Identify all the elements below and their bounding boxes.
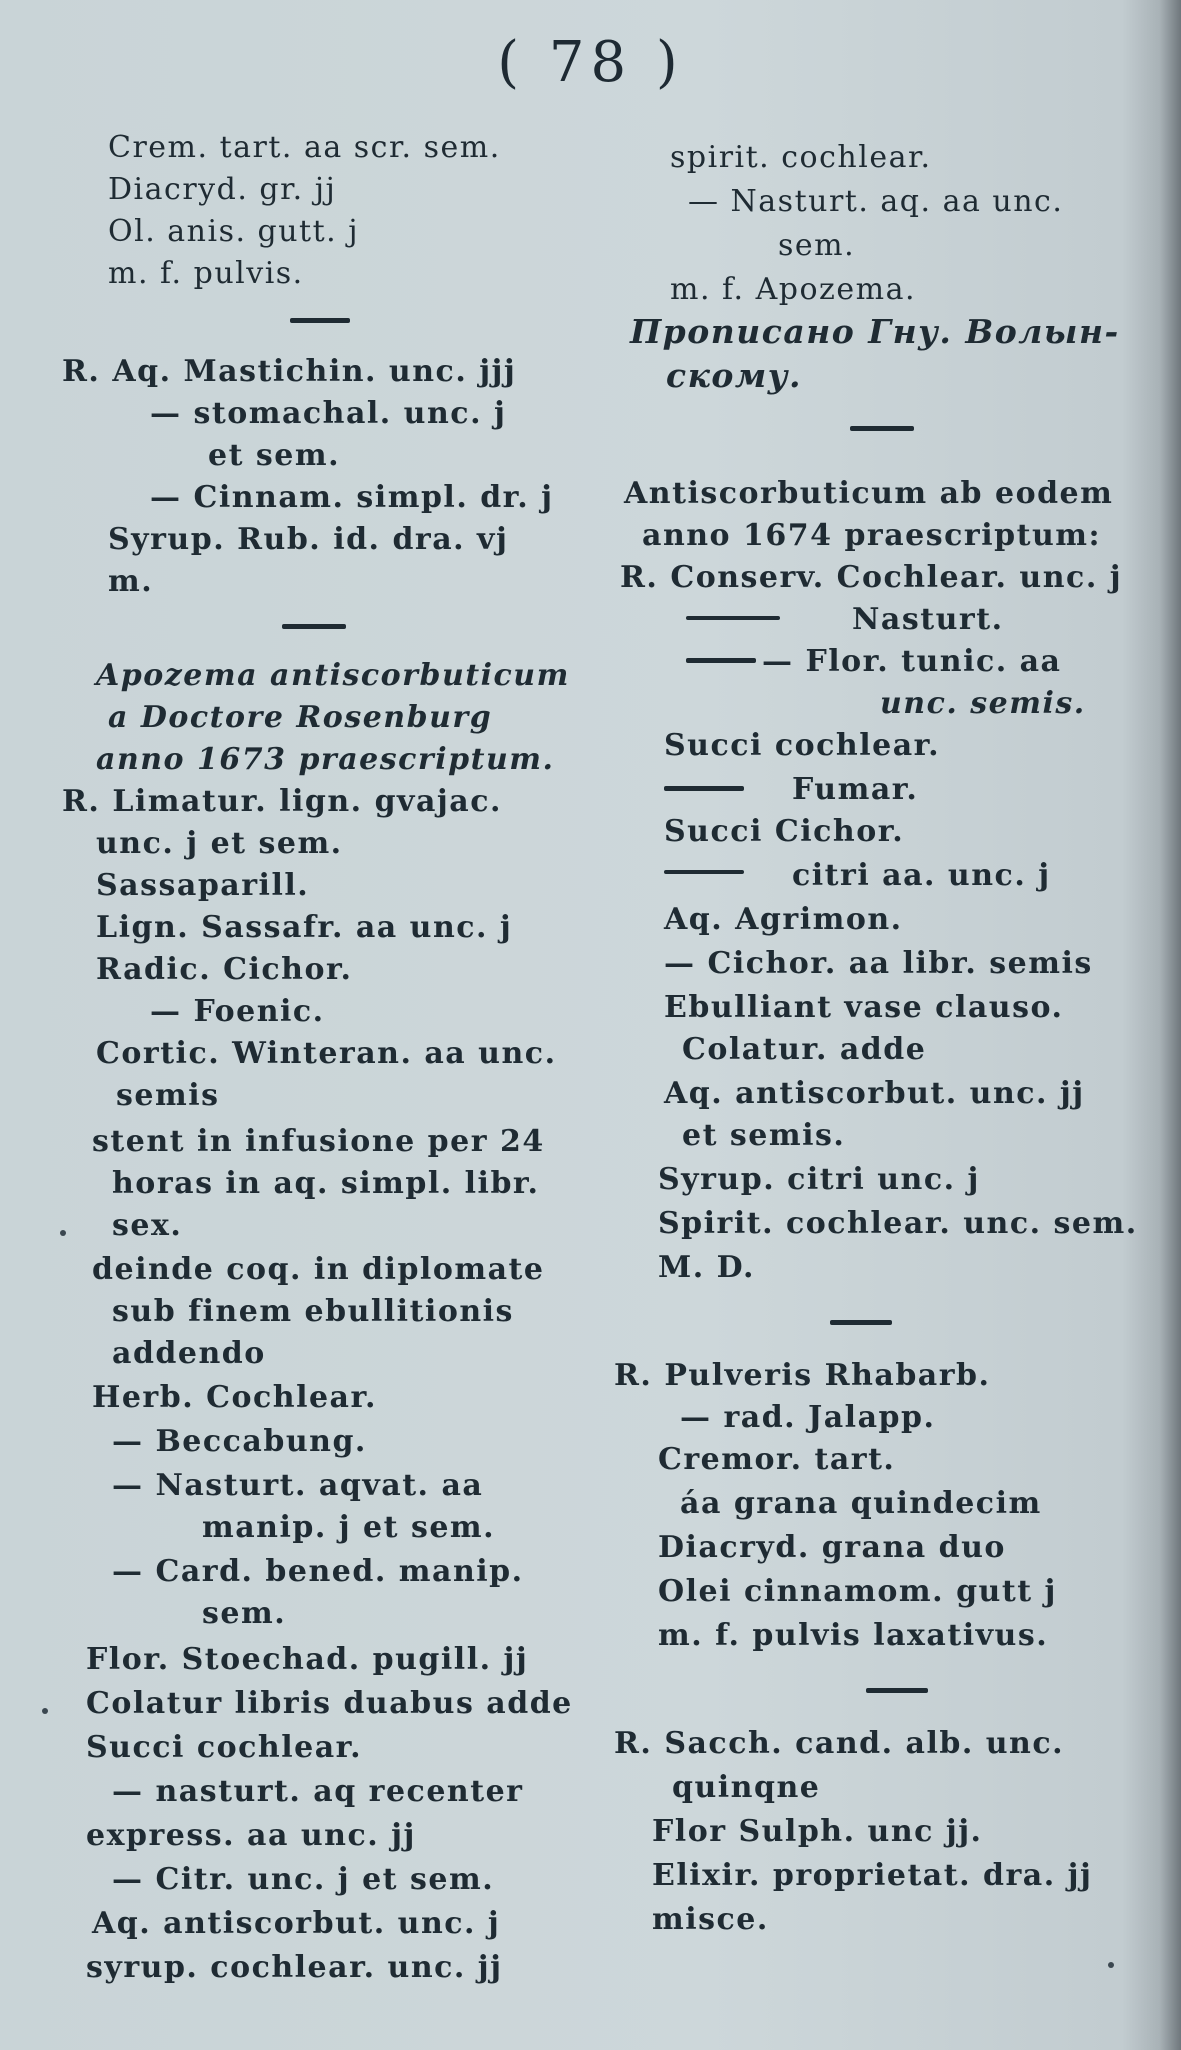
text-line: Cremor. tart. — [658, 1442, 896, 1477]
text-line: Colatur. adde — [682, 1032, 927, 1067]
text-line: — Nasturt. aq. aa unc. — [688, 184, 1064, 219]
text-line: Nasturt. — [852, 602, 1004, 637]
text-line: Crem. tart. aa scr. sem. — [108, 130, 501, 165]
ink-speck — [1108, 1962, 1114, 1968]
text-line: Lign. Sassafr. aa unc. j — [96, 910, 513, 945]
text-line: manip. j et sem. — [202, 1510, 496, 1545]
text-line: Colatur libris duabus adde — [86, 1686, 573, 1721]
text-line: M. D. — [658, 1250, 755, 1285]
text-line: syrup. cochlear. unc. jj — [86, 1950, 503, 1985]
text-line: m. — [108, 564, 154, 599]
text-line: Antiscorbuticum ab eodem — [624, 476, 1114, 511]
text-line: Fumar. — [792, 772, 919, 807]
section-divider — [282, 624, 346, 629]
text-line: addendo — [112, 1336, 266, 1371]
text-line: Olei cinnamom. gutt j — [658, 1574, 1057, 1609]
text-line: anno 1674 praescriptum: — [642, 518, 1102, 553]
text-line: — Foenic. — [150, 994, 325, 1029]
text-line: Flor Sulph. unc jj. — [652, 1814, 983, 1849]
text-line: sex. — [112, 1208, 183, 1243]
text-line: spirit. cochlear. — [670, 140, 932, 175]
text-line: Succi cochlear. — [664, 728, 941, 763]
text-line: Flor. Stoechad. pugill. jj — [86, 1642, 529, 1677]
text-line: — Cinnam. simpl. dr. j — [150, 480, 554, 515]
text-line: express. aa unc. jj — [86, 1818, 416, 1853]
text-line: et semis. — [682, 1118, 846, 1153]
section-divider — [830, 1320, 892, 1325]
text-line: Ol. anis. gutt. j — [108, 214, 360, 249]
text-line: скому. — [666, 356, 803, 395]
text-line: áa grana quindecim — [680, 1486, 1042, 1521]
text-line: unc. j et sem. — [96, 826, 343, 861]
text-line: Herb. Cochlear. — [92, 1380, 377, 1415]
ink-speck — [60, 1230, 66, 1236]
text-line: Aq. antiscorbut. unc. j — [92, 1906, 501, 1941]
section-divider — [866, 1688, 928, 1693]
text-line: et sem. — [208, 438, 341, 473]
ditto-dash — [686, 616, 780, 620]
text-line: Diacryd. gr. jj — [108, 172, 337, 207]
text-line: sem. — [778, 228, 856, 263]
text-line: Cortic. Winteran. aa unc. — [96, 1036, 557, 1071]
text-line: citri aa. unc. j — [792, 858, 1051, 893]
text-line: semis — [116, 1078, 220, 1113]
text-line: sem. — [202, 1596, 287, 1631]
page-number: ( 78 ) — [497, 30, 684, 95]
text-line: Sassaparill. — [96, 868, 310, 903]
text-line: Syrup. Rub. id. dra. vj — [108, 522, 509, 557]
text-line: unc. semis. — [880, 686, 1086, 721]
text-line: misce. — [652, 1902, 769, 1937]
text-line: Syrup. citri unc. j — [658, 1162, 980, 1197]
text-line: deinde coq. in diplomate — [92, 1252, 545, 1287]
ditto-dash — [664, 786, 744, 791]
text-line: Elixir. proprietat. dra. jj — [652, 1858, 1093, 1893]
text-line: — Citr. unc. j et sem. — [112, 1862, 495, 1897]
text-line: — rad. Jalapp. — [680, 1400, 936, 1435]
text-line: Aq. Agrimon. — [664, 902, 903, 937]
text-line: Прописано Гну. Волын- — [630, 312, 1120, 351]
page-edge-shadow — [1159, 0, 1181, 2050]
text-line: R. Sacch. cand. alb. unc. — [614, 1726, 1065, 1761]
text-line: — Flor. tunic. aa — [762, 644, 1062, 679]
text-line: R. Conserv. Cochlear. unc. j — [620, 560, 1123, 595]
text-line: m. f. pulvis laxativus. — [658, 1618, 1049, 1653]
ditto-dash — [664, 870, 744, 874]
text-line: sub finem ebullitionis — [112, 1294, 514, 1329]
text-line: stent in infusione per 24 — [92, 1124, 545, 1159]
text-line: — stomachal. unc. j — [150, 396, 507, 431]
ink-speck — [42, 1708, 48, 1714]
text-line: Diacryd. grana duo — [658, 1530, 1006, 1565]
text-line: — Cichor. aa libr. semis — [664, 946, 1093, 981]
text-line: — Card. bened. manip. — [112, 1554, 524, 1589]
text-line: Ebulliant vase clauso. — [664, 990, 1064, 1025]
section-divider — [290, 318, 350, 323]
text-line: — Beccabung. — [112, 1424, 367, 1459]
section-divider — [850, 426, 914, 431]
text-line: Succi cochlear. — [86, 1730, 363, 1765]
text-line: — Nasturt. aqvat. aa — [112, 1468, 484, 1503]
text-line: a Doctore Rosenburg — [108, 700, 493, 735]
text-line: quinqne — [672, 1770, 821, 1805]
text-line: Spirit. cochlear. unc. sem. — [658, 1206, 1138, 1241]
text-line: R. Pulveris Rhabarb. — [614, 1358, 991, 1393]
text-line: Succi Cichor. — [664, 814, 905, 849]
text-line: anno 1673 praescriptum. — [96, 742, 555, 777]
text-line: m. f. Apozema. — [670, 272, 916, 307]
text-line: m. f. pulvis. — [108, 256, 304, 291]
text-line: R. Limatur. lign. gvajac. — [62, 784, 502, 819]
text-line: R. Aq. Mastichin. unc. jjj — [62, 354, 517, 389]
text-line: horas in aq. simpl. libr. — [112, 1166, 540, 1201]
text-line: Radic. Cichor. — [96, 952, 353, 987]
text-line: — nasturt. aq recenter — [112, 1774, 524, 1809]
text-line: Apozema antiscorbuticum — [96, 658, 570, 693]
text-line: Aq. antiscorbut. unc. jj — [664, 1076, 1085, 1111]
ditto-dash — [686, 658, 756, 663]
